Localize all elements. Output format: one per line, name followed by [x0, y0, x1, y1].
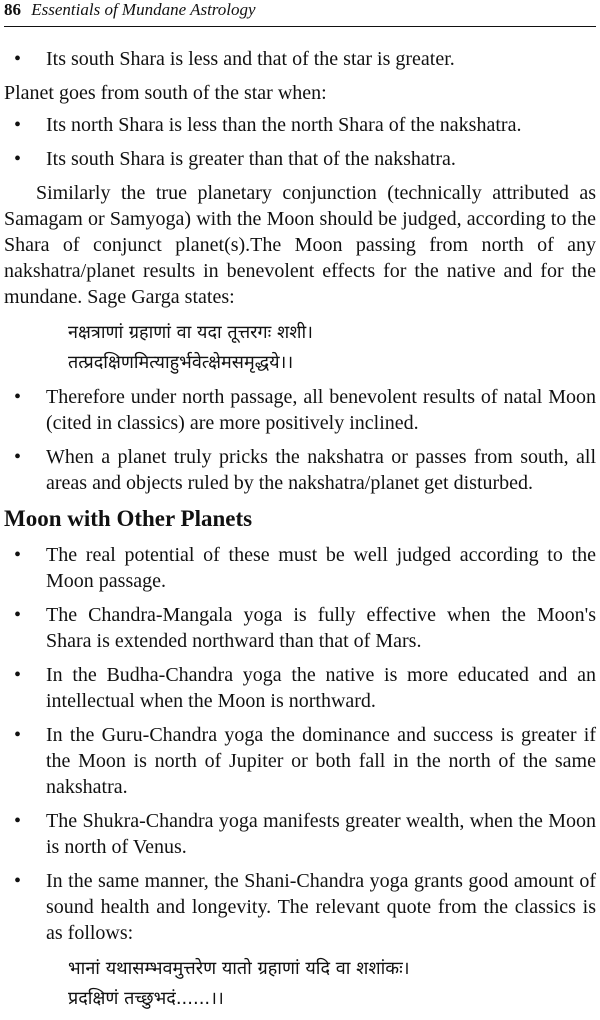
list-item — [4, 146, 596, 172]
bullet-marker: • — [14, 386, 22, 408]
intro-line: Planet goes from south of the star when: — [4, 82, 327, 104]
verse-line: भानां यथासम्भवमुत्तरेण यातो ग्रहाणां यदि वा शशांकः। — [68, 958, 410, 979]
list-item-text: Therefore under north passage, all benevolent results of natal Moon (cited in classics) are more positively inclined. — [46, 386, 596, 434]
bullet-marker: • — [14, 446, 22, 468]
verse-line: नक्षत्राणां ग्रहाणां वा यदा तूत्तरगः शशी। — [68, 322, 313, 343]
list-item — [4, 384, 596, 436]
bullet-marker: • — [14, 114, 22, 136]
list-item-text: Its south Shara is greater than that of the nakshatra. — [46, 148, 456, 170]
list-item — [4, 602, 596, 654]
list-item-text: In the same manner, the Shani-Chandra yoga grants good amount of sound health and longevity. The relevant quote from the classics is as follows: — [46, 870, 596, 944]
bullet-marker: • — [14, 870, 22, 892]
bullet-marker: • — [14, 544, 22, 566]
bullet-marker: • — [14, 810, 22, 832]
list-item-text: Its north Shara is less than the north Shara of the nakshatra. — [46, 114, 522, 136]
bullet-marker: • — [14, 148, 22, 170]
list-item — [4, 662, 596, 714]
list-item — [4, 444, 596, 496]
list-item-text: In the Budha-Chandra yoga the native is more educated and an intellectual when the Moon is northward. — [46, 664, 596, 712]
list-item — [4, 868, 596, 946]
page-content — [4, 46, 596, 1020]
verse-line: तत्प्रदक्षिणमित्याहुर्भवेत्क्षेमसमृद्धये।। — [68, 352, 294, 373]
list-item-text: Its south Shara is less and that of the star is greater. — [46, 48, 455, 70]
bullet-marker: • — [14, 48, 22, 70]
section-heading: Moon with Other Planets — [4, 506, 253, 531]
list-item — [4, 46, 596, 72]
sanskrit-verse — [4, 954, 596, 1014]
list-item-text: The Chandra-Mangala yoga is fully effective when the Moon's Shara is extended northward than that of Mars. — [46, 604, 596, 652]
bullet-marker: • — [14, 664, 22, 686]
list-item — [4, 112, 596, 138]
list-item-text: When a planet truly pricks the nakshatra or passes from south, all areas and objects ruled by the nakshatra/planet get disturbed. — [46, 446, 596, 494]
list-item — [4, 542, 596, 594]
running-header — [4, 0, 596, 27]
list-item — [4, 808, 596, 860]
bullet-marker: • — [14, 604, 22, 626]
body-paragraph: Similarly the true planetary conjunction (technically attributed as Samagam or Samyoga) with the Moon should be judged, according to the Shara of conjunct planet(s).The Moon passing from north of any nakshatra/planet results in benevolent effects for the native and for the mundane. Sage Garga states: — [4, 182, 596, 308]
book-title: Essentials of Mundane Astrology — [31, 0, 256, 19]
list-item-text: In the Guru-Chandra yoga the dominance and success is greater if the Moon is north of Jupiter or both fall in the north of the same nakshatra. — [46, 724, 596, 798]
list-item — [4, 722, 596, 800]
list-item-text: The real potential of these must be well judged according to the Moon passage. — [46, 544, 596, 592]
verse-line: प्रदक्षिणं तच्छुभदं......।। — [68, 988, 224, 1009]
list-item-text: The Shukra-Chandra yoga manifests greater wealth, when the Moon is north of Venus. — [46, 810, 596, 858]
sanskrit-verse — [4, 318, 596, 378]
bullet-marker: • — [14, 724, 22, 746]
page-number: 86 — [4, 0, 21, 19]
